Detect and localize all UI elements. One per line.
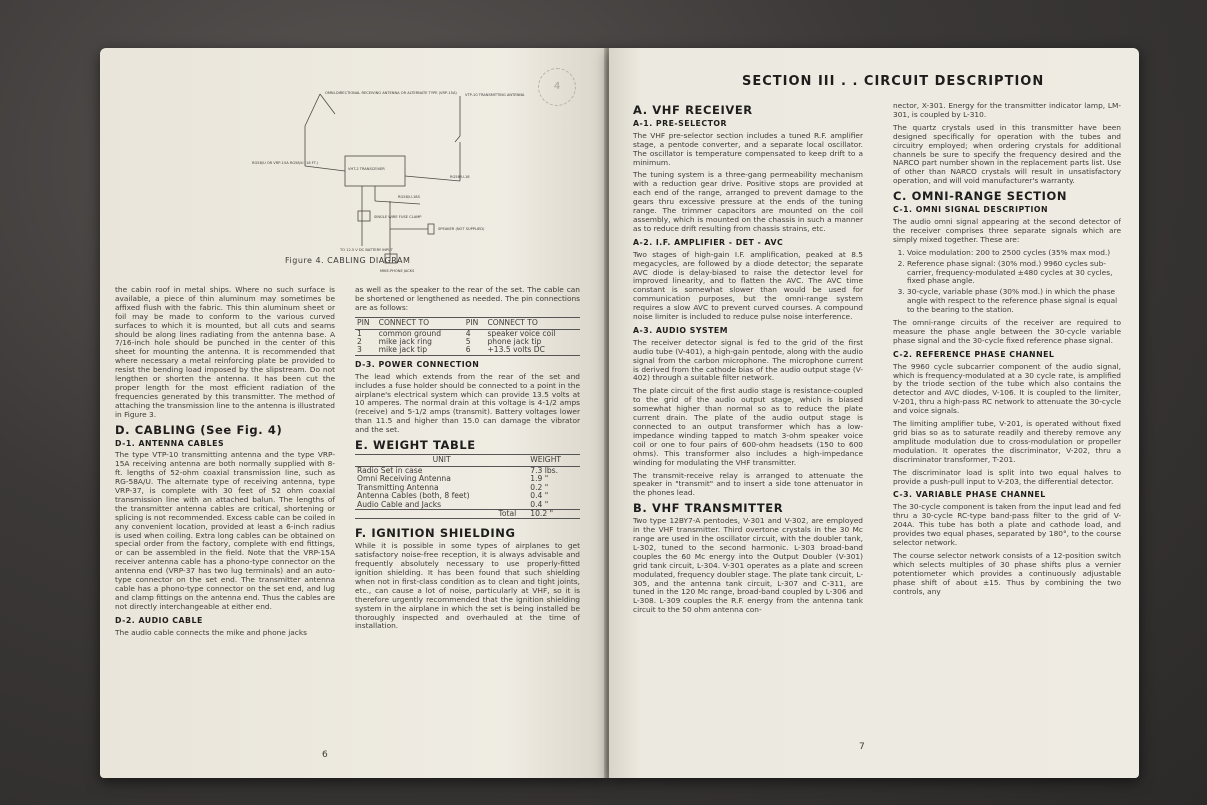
right-page [609,48,1139,778]
page-number: 6 [322,750,328,760]
left-column-1 [115,286,335,642]
left-page [100,48,607,778]
pre-selector-heading: A-1. PRE-SELECTOR [633,118,728,128]
pre-selector-paragraph-2: The tuning system is a three-gang permeability mechanism with a reduction gear drive. Positive stops are provided at each end of the range, arranged to prevent damage to the gears thru excessive pressure at the ends of the tuning range. The trimmer capacitors are mounted on the coil assembly, which is mounted on the chassis in such a manner as to reduce drift resulting from chassis strains, etc. [633,170,863,233]
pre-selector-paragraph-1: The VHF pre-selector section includes a tuned R.F. amplifier stage, a pentode converter, and a separate local oscillator. The oscillator is temperature compensated to keep drift to a minimum. [633,130,863,167]
unit-header: UNIT [355,455,528,467]
variable-phase-paragraph-1: The 30-cycle component is taken from the input lead and fed thru a 30-cycle RC-type band-pass filter to the grid of V-204A. This tube has both a plate and cathode load, and provides two equal phases, separated by 180°, to the course selector network. [893,502,1121,547]
cell: 1 [357,328,362,338]
cell: 6 [465,345,471,355]
reference-phase-paragraph-2: The limiting amplifier tube, V-201, is operated without fixed grid bias so as to saturate readily and thereby remove any amplitude modulation due to cross-modulation or propeller modulation. It operates the discriminator, V-202, thru a discriminator transformer, T-201. [893,419,1121,464]
weight-header: WEIGHT [528,455,580,467]
omni-signal-heading: C-1. OMNI SIGNAL DESCRIPTION [893,205,1049,215]
omni-signal-list [893,249,1121,315]
vhf-receiver-heading: A. VHF RECEIVER [633,103,753,117]
label-rg58-lower: RG58/U-18S [398,195,420,199]
vhf-transmitter-heading: B. VHF TRANSMITTER [633,501,784,516]
pin-header: PIN [355,317,377,329]
label-vtp10: VTP-10 TRANSMITTING ANTENNA [465,93,525,97]
crystals-paragraph: The quartz crystals used in this transmitter have been designed specifically for operation with the tubes and circuitry employed; when ordering crystals for additional channels be sure to specify the frequency desired and the NARCO part number shown in the replacement parts list. Use of other than NARCO crystals will result in unsatisfactory operation, and will void manufacturer's warranty. [893,122,1121,186]
right-column-2 [893,102,1121,600]
cell: 0.2 " [530,482,549,492]
audio-system-paragraph-1: The receiver detector signal is fed to the grid of the first audio tube (V-401), a high-gain pentode, along with the audio signal from the carbon microphone. The microphone current is derived from the cathode bias of the audio output stage (V-402) through a suitable filter network. [633,337,863,383]
audio-system-heading: A-3. AUDIO SYSTEM [633,325,728,335]
if-amplifier-heading: A-2. I.F. AMPLIFIER - DET - AVC [633,237,784,247]
cell: +13.5 volts DC [487,345,545,355]
label-vrp15a: OMNI-DIRECTIONAL RECEIVING ANTENNA OR ALTERNATE TYPE (VRP-15A) [325,91,457,95]
vhf-transmitter-paragraph: Two type 12BY7-A pentodes, V-301 and V-302, are employed in the VHF transmitter. Third overtone crystals in the 30 Mc range are used in the oscillator circuit, with the doubler tank, L-302, tuned to the second harmonic. L-303 broad-band couples the 60 Mc energy into the Output Doubler (V-301) grid tank circuit, L-304. V-301 operates as a plate and screen modulated, frequency doubler stage. The plate tank circuit, L-305, and the antenna tank circuit, L-307 and C-311, are tuned in the 120 Mc range, broad-band coupled by L-306 and L-308. L-309 couples the R.F. energy from the antenna tank circuit to the 50 ohm antenna con- [633,516,863,615]
cell: 7.3 lbs. [530,465,559,475]
audio-system-paragraph-3: The transmit-receive relay is arranged to attenuate the speaker in "transmit" and to insert a side tone attenuator in the phones lead. [633,470,863,498]
figure-caption: Figure 4. CABLING DIAGRAM [285,256,411,265]
pin-header: PIN [464,317,486,329]
cell: 0.4 " [530,499,549,509]
omni-signal-paragraph: The audio omni signal appearing at the second detector of the receiver comprises three separate signals which are simply mixed together. These are: [893,216,1121,244]
omni-range-heading: C. OMNI-RANGE SECTION [893,189,1068,204]
variable-phase-paragraph-2: The course selector network consists of a 12-position switch which selects multiples of 30 phase shifts plus a vernier potentiometer which provides a continuously adjustable phase shift of about ±15. Thus by combining the two controls, any [893,550,1121,596]
cell: Antenna Cables (both, 8 feet) [357,491,470,501]
audio-cable-paragraph: The audio cable connects the mike and phone jacks [115,627,307,637]
connect-header: CONNECT TO [377,317,464,329]
cabling-heading: D. CABLING (See Fig. 4) [115,422,283,437]
power-connection-heading: D-3. POWER CONNECTION [355,359,480,369]
table-row [355,346,580,355]
cell: 5 [465,337,471,347]
cell: 4 [465,328,471,338]
connector-paragraph: nector, X-301. Energy for the transmitter indicator lamp, LM-301, is coupled by L-310. [893,101,1121,119]
audio-system-paragraph-2: The plate circuit of the first audio stage is resistance-coupled to the grid of the audio output stage, which is biased somewhat higher than normal so as to reduce the plate current drain. The plate of the audio output stage is connected to an output transformer which has a low-impedance winding tapped to match 3-ohm speaker voice coil or one to four pairs of 600-ohm headsets (150 to 600 ohms). This transformer also includes a high-impedance winding for modulating the VHF transmitter. [633,386,863,467]
label-mike: MIKE-PHONE JACKS [380,269,415,273]
power-connection-paragraph: The lead which extends from the rear of the set and includes a fuse holder should be connected to a point in the airplane's electrical system which can provide 13.5 volts at 10 amperes. The normal drain at this voltage is 4-1/2 amps (receive) and 5-1/2 amps (transmit). Battery voltages lower than 11.5 and higher than 15.0 can damage the vibrator and the set. [355,371,580,435]
list-item: 1. Voice modulation: 200 to 2500 cycles (35% max mod.) [907,249,1121,258]
label-transceiver: VHT-2 TRANSCEIVER [348,167,385,171]
cell: Audio Cable and Jacks [357,499,442,509]
omni-measure-paragraph: The omni-range circuits of the receiver are required to measure the phase angle between the 30-cycle variable phase signal and the 30-cycle fixed reference phase signal. [893,318,1121,345]
ignition-shielding-heading: F. IGNITION SHIELDING [355,526,516,541]
cell: 2 [357,337,362,347]
total-label: Total [498,508,517,518]
reference-phase-heading: C-2. REFERENCE PHASE CHANNEL [893,349,1055,359]
connect-header: CONNECT TO [485,317,580,329]
if-amplifier-paragraph: Two stages of high-gain I.F. amplification, peaked at 8.5 megacycles, are followed by a diode detector; the separate AVC diode is delay-biased to raise the detector level for improved linearity, and to flatten the AVC. The AVC time constant is somewhat slower than would be used for communication purposes, but the omni-range system requires a slow AVC to prevent curved courses. A compound noise limiter is included to reduce pulse noise interference. [633,249,863,322]
label-speaker: SPEAKER (NOT SUPPLIED) [438,227,485,231]
left-column-2 [355,286,580,635]
cell: 3 [357,345,362,355]
section-title: SECTION III . . CIRCUIT DESCRIPTION [742,74,1045,89]
list-item: 3. 30-cycle, variable phase (30% mod.) in which the phase angle with respect to the reference phase signal is equal to the bearing to the station. [907,288,1121,315]
right-column-1 [633,100,863,619]
page-stamp: 4 [538,68,576,106]
cell: mike jack ring [378,337,432,347]
label-rg58-right: RG58/U-18 [450,175,470,179]
cabin-roof-paragraph: the cabin roof in metal ships. Where no such surface is available, a piece of thin aluminum may sometimes be affixed flush with the fabric. This thin aluminum sheet or foil may be made to conform to the various curved surfaces to which it is mounted, but all cuts and seams should be along lines radiating from the antenna base. A 7/16-inch hole should be punched in the center of this sheet for mounting the antenna. It is recommended that where necessary a metal reinforcing plate be provided to resist the bending load imposed by the slipstream. Do not lengthen or shorten the antenna. It has been cut the proper length for the most efficient radiation of the frequencies generated by this transmitter. The method of attaching the transmission line to the antenna is illustrated in Figure 3. [115,285,335,419]
cell: phone jack tip [487,337,542,347]
reference-phase-paragraph-3: The discriminator load is split into two equal halves to provide a push-pull input to V-203, the differential detector. [893,467,1121,486]
cell: Transmitting Antenna [357,482,439,492]
page-number: 7 [859,742,865,752]
pin-table [355,317,580,356]
cell: common ground [378,328,442,338]
reference-phase-paragraph-1: The 9960 cycle subcarrier component of the audio signal, which is frequency-modulated at a 30 cycle rate, is amplified by the triode section of the tube which also contains the detector and AVC diodes, V-106. It is coupled to the limiter, V-201, thru a high-pass RC network to attenuate the 30-cycle and voice signals. [893,361,1121,416]
label-rg58-left: RG58/U OR VRP-15A RG58/U (18 FT.) [252,161,319,165]
antenna-cables-paragraph: The type VTP-10 transmitting antenna and the type VRP-15A receiving antenna are both normally supplied with 8-ft. lengths of 52-ohm coaxial transmission line, such as RG-58A/U. The alternate type of receiving antenna, type VRP-37, is complete with 30 feet of 52 ohm coaxial transmission line with an attached balun. The lengths of the transmitter antenna cables are critical, shortening or splicing is not recommended. Excess cable can be coiled in any convenient location, provided at least a 6-inch radius is used when coiling. Extra long cables can be obtained on special order from the factory, complete with end fittings, or can be assembled in the field. Note that the VRP-15A receiver antenna cable has a phono-type connector on the antenna end (VRP-37 has two lug terminals) and an auto-type connector on the set end. The transmitter antenna cable has a phono-type connector on the set end, and lug and clamp fittings on the antenna end. Thus the cables are not directly interchangeable at either end. [115,450,335,611]
cell: mike jack tip [378,345,428,355]
label-fuse: SINGLE WIRE FUSE CLAMP [374,215,422,219]
label-battery: TO 12.5 V DC BATTERY INPUT [340,248,393,252]
cell: Radio Set in case [357,465,423,475]
cell: Omni Receiving Antenna [357,474,451,484]
cell: 1.9 " [530,474,549,484]
total-value: 10.2 " [530,508,554,518]
weight-table-heading: E. WEIGHT TABLE [355,438,476,453]
variable-phase-heading: C-3. VARIABLE PHASE CHANNEL [893,490,1046,500]
ignition-shielding-paragraph: While it is possible in some types of airplanes to get satisfactory noise-free reception, it is always advisable and frequently absolutely necessary to use properly-fitted ignition shielding. It has been found that such shielding when not in first-class condition as to clean and tight joints, etc., can cause a lot of noise, particularly at VHF, so it is therefore urgently recommended that the ignition shielding system in the airplane in which the set is being installed be thoroughly inspected and overhauled at the time of installation. [355,541,580,631]
antenna-cables-heading: D-1. ANTENNA CABLES [115,438,225,448]
audio-cable-heading: D-2. AUDIO CABLE [115,615,203,625]
weight-table [355,454,580,519]
cell: speaker voice coil [487,328,556,338]
pin-intro-paragraph: as well as the speaker to the rear of the set. The cable can be shortened or lengthened as needed. The pin connections are as follows: [355,285,580,312]
total-row [355,509,580,518]
cell: 0.4 " [530,491,549,501]
list-item: 2. Reference phase signal: (30% mod.) 9960 cycles sub-carrier, frequency-modulated ±480 cycles at 30 cycles, fixed phase angle. [907,260,1121,287]
